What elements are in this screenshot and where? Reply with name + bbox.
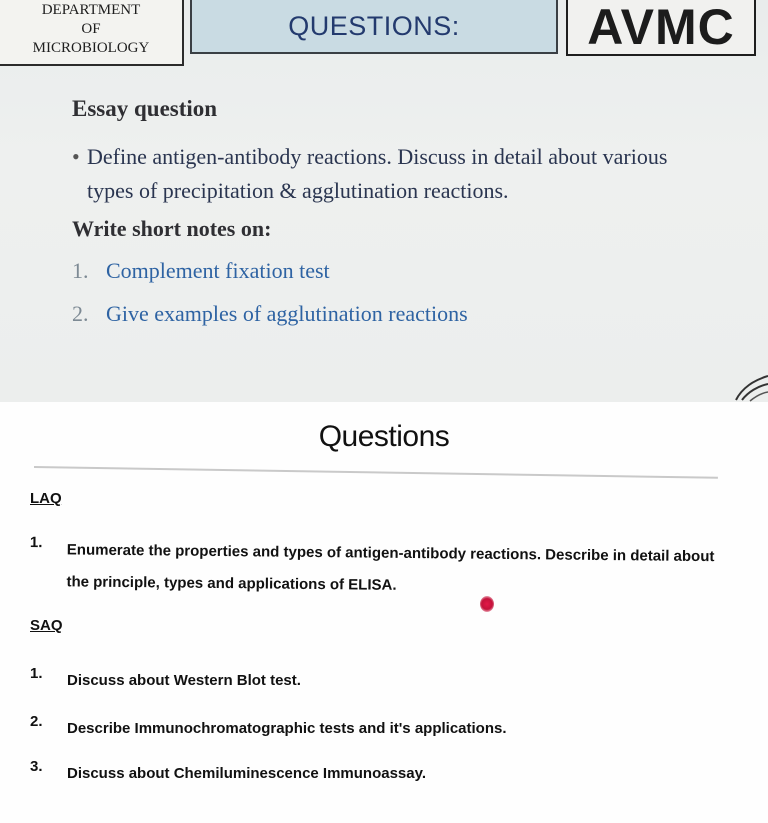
item-number: 2.: [30, 713, 43, 730]
bullet-icon: •: [72, 144, 80, 169]
essay-heading: Essay question: [72, 96, 218, 121]
short-note-number: 2.: [72, 301, 89, 326]
item-text: Enumerate the properties and types of antigen-antibody reactions. Describe in detail about the principle, types and applications of ELISA.: [66, 541, 715, 594]
laq-heading: LAQ: [30, 490, 62, 507]
essay-bullet-text: Define antigen-antibody reactions. Discuss in detail about various types of precipitation & agglutination reactions.: [87, 144, 668, 203]
saq-heading: SAQ: [30, 617, 63, 634]
short-note-text: Complement fixation test: [106, 258, 330, 283]
title-divider: [34, 466, 718, 479]
item-number: 1.: [30, 665, 43, 682]
essay-bullet: [72, 140, 712, 208]
short-note-text: Give examples of agglutination reactions: [106, 301, 468, 326]
short-note-number: 1.: [72, 258, 89, 283]
item-text: Discuss about Chemiluminescence Immunoassay.: [67, 765, 427, 782]
page-title: Questions: [318, 420, 450, 453]
banner-title: QUESTIONS:: [288, 10, 460, 41]
short-note-item: [72, 258, 330, 284]
saq-item: [30, 713, 507, 745]
logo-text: AVMC: [587, 0, 735, 55]
avmc-logo: [566, 0, 756, 56]
slide-photo: [0, 0, 768, 402]
item-number: 1.: [29, 534, 43, 552]
department-label-box: [0, 0, 184, 66]
saq-item: [30, 665, 301, 697]
saq-item: [30, 758, 426, 790]
item-text: Discuss about Western Blot test.: [67, 672, 301, 689]
pen-doodle-icon: [732, 372, 768, 402]
question-document: [0, 402, 768, 823]
short-note-item: [72, 301, 468, 327]
department-line: OF: [81, 21, 101, 37]
questions-banner: [190, 0, 558, 54]
item-number: 3.: [30, 758, 43, 775]
item-text: Describe Immunochromatographic tests and it's applications.: [67, 720, 507, 737]
short-notes-heading: Write short notes on:: [72, 216, 272, 241]
department-line: DEPARTMENT: [41, 2, 141, 18]
laq-item: [29, 534, 720, 605]
department-line: MICROBIOLOGY: [32, 40, 150, 56]
ink-mark: [480, 596, 494, 612]
